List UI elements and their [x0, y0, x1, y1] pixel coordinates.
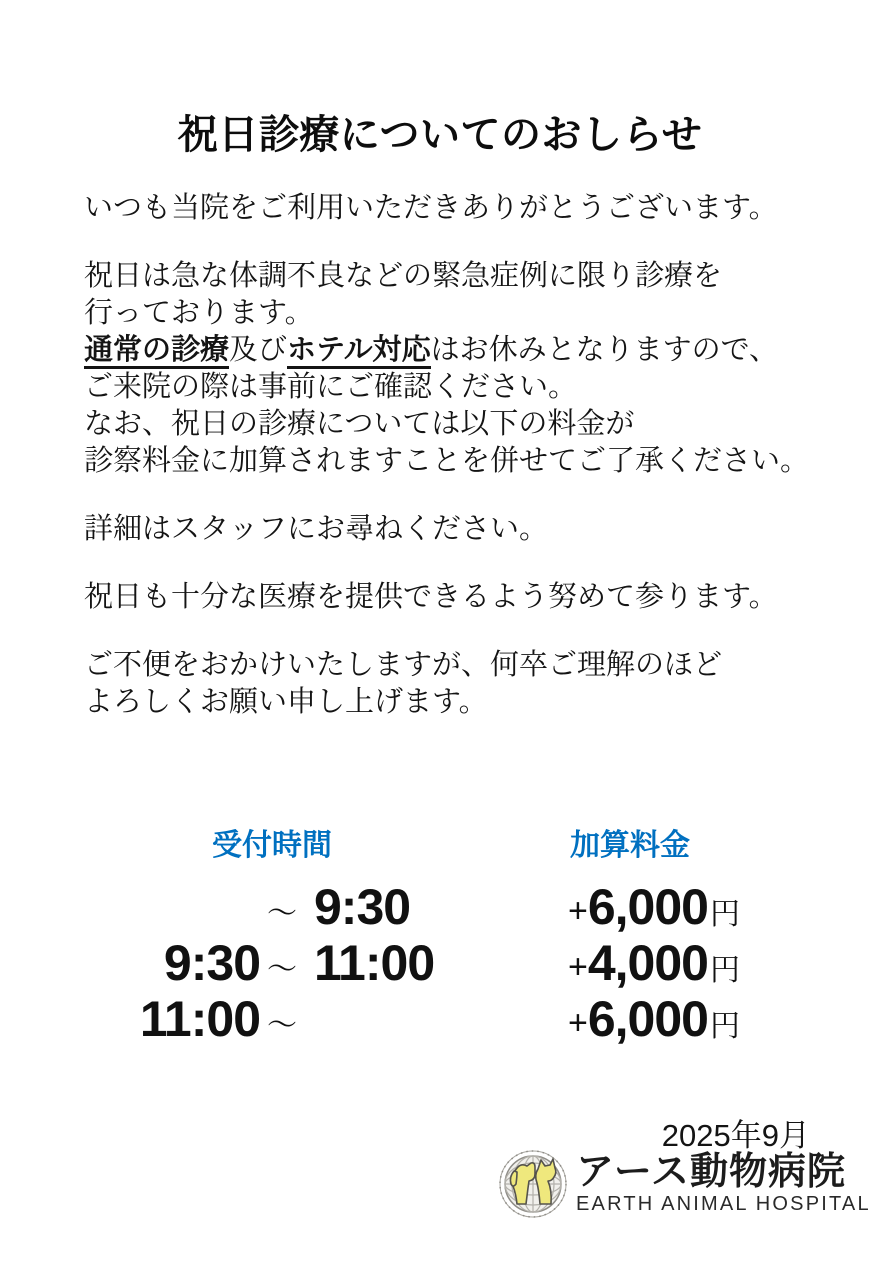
yen-unit: 円	[709, 1010, 740, 1043]
time-row-mid	[84, 934, 464, 990]
policy-line6: 診察料金に加算されますことを併せてご了承ください。	[84, 445, 810, 477]
paragraph-greeting	[84, 190, 844, 227]
notice-body	[84, 190, 844, 721]
plus-sign: +	[568, 891, 588, 930]
fee-row-late	[568, 990, 740, 1046]
policy-line3-rest: はお休みとなりますので、	[430, 334, 779, 366]
policy-emphasis-normal-care: 通常の診療	[84, 334, 229, 369]
apology-line2: よろしくお願い申し上げます。	[84, 686, 488, 718]
tilde-symbol: ～	[267, 953, 297, 986]
clinic-name-block	[576, 1152, 871, 1216]
clinic-logo	[499, 1150, 871, 1218]
policy-line3-conjunction: 及び	[229, 334, 288, 366]
globe-dog-cat-icon	[499, 1150, 567, 1218]
fee-amount: 4,000	[587, 935, 708, 991]
clinic-name-japanese: アース動物病院	[576, 1151, 846, 1193]
issue-date: 2025年9月	[661, 1118, 810, 1153]
policy-line5: なお、祝日の診療については以下の料金が	[84, 408, 635, 440]
ask-staff-text: 詳細はスタッフにお尋ねください。	[84, 513, 549, 545]
time-to: 9:30	[314, 879, 411, 935]
paragraph-ask-staff	[84, 511, 844, 548]
paragraph-apology	[84, 647, 844, 721]
fee-row-mid	[568, 934, 740, 990]
policy-line2: 行っております。	[84, 297, 314, 329]
clinic-name-english: EARTH ANIMAL HOSPITAL	[576, 1193, 871, 1215]
greeting-text: いつも当院をご利用いただきありがとうございます。	[84, 192, 778, 224]
apology-line1: ご不便をおかけいたしますが、何卒ご理解のほど	[84, 649, 723, 681]
yen-unit: 円	[709, 954, 740, 987]
time-from: 11:00	[139, 991, 260, 1047]
time-to: 11:00	[314, 935, 435, 991]
fee-row-early	[568, 878, 740, 934]
time-row-late	[84, 990, 464, 1046]
commitment-text: 祝日も十分な医療を提供できるよう努めて参ります。	[84, 581, 778, 613]
paragraph-holiday-policy	[84, 258, 844, 480]
paragraph-commitment	[84, 579, 844, 616]
time-from: 9:30	[163, 935, 260, 991]
fee-amount: 6,000	[587, 991, 708, 1047]
policy-line1: 祝日は急な体調不良などの緊急症例に限り診療を	[84, 260, 723, 292]
policy-emphasis-hotel: ホテル対応	[287, 334, 431, 369]
tilde-symbol: ～	[267, 897, 297, 930]
policy-line4: ご来院の際は事前にご確認ください。	[84, 371, 578, 403]
surcharge-column	[568, 878, 740, 1046]
surcharge-header: 加算料金	[570, 829, 690, 862]
plus-sign: +	[568, 1003, 588, 1042]
time-row-early	[84, 878, 464, 934]
tilde-symbol: ～	[267, 1009, 297, 1042]
page-title: 祝日診療についてのおしらせ	[177, 112, 703, 157]
reception-time-column	[84, 878, 464, 1046]
yen-unit: 円	[709, 898, 740, 931]
plus-sign: +	[568, 947, 588, 986]
fee-amount: 6,000	[587, 879, 708, 935]
reception-time-header: 受付時間	[212, 829, 332, 862]
